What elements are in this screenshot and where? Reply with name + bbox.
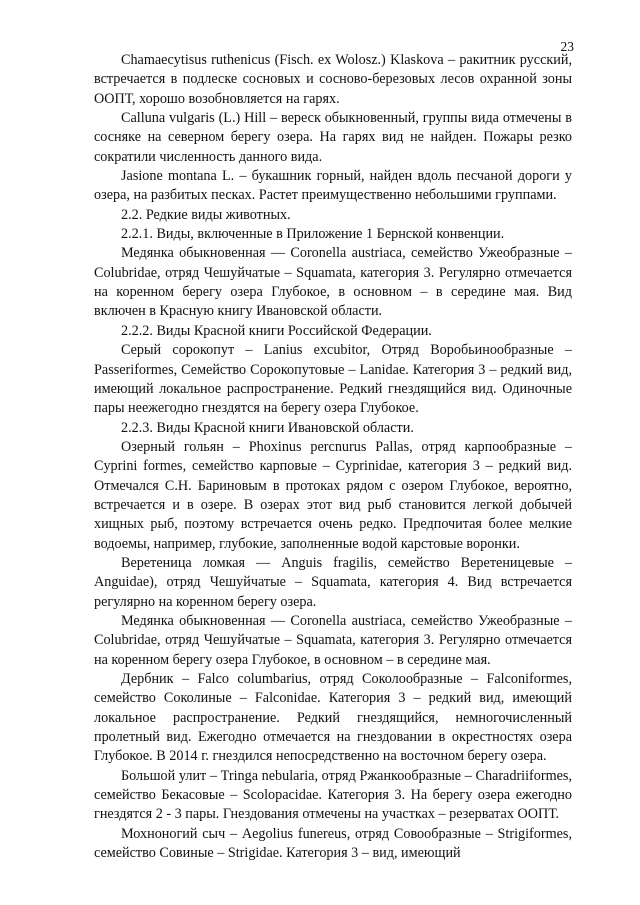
paragraph-phoxinus: Озерный гольян – Phoxinus percnurus Pallas, отряд карпообразные – Cyprini formes, семейство карповые – Cyprinidae, категория 3 – редкий вид. Отмечался С.Н. Бариновым в протоках рядом с озером Глубокое, вероятно, встречается и в озере. В озерах этот вид рыб становится легкой добычей хищных рыб, поэтому встречается очень редко. Предпочитая более мелкие водоемы, например, глубокие, заполненные водой карстовые воронки. <box>94 438 572 552</box>
body-text <box>94 51 572 863</box>
paragraph-coronella-2: Медянка обыкновенная — Coronella austriaca, семейство Ужеобразные – Colubridae, отряд Чешуйчатые – Squamata, категория 3. Регулярно отмечается на коренном берегу озера Глубокое, в основном – в середине мая. <box>94 612 572 668</box>
paragraph-lanius: Серый сорокопут – Lanius excubitor, Отряд Воробьинообразные – Passeriformes, Семейство Сорокопутовые – Lanidae. Категория 3 – редкий вид, имеющий локальное распространение. Редкий гнездящийся вид. Одиночные пары неежегодно гнездятся на берегу озера Глубокое. <box>94 342 572 417</box>
paragraph-aegolius: Мохноногий сыч – Aegolius funereus, отряд Совообразные – Strigiformes, семейство Совиные – Strigidae. Категория 3 – вид, имеющий <box>94 825 572 862</box>
subsection-heading-ivanovo-red-book: 2.2.3. Виды Красной книги Ивановской области. <box>121 419 414 436</box>
paragraph-calluna: Calluna vulgaris (L.) Hill – вереск обыкновенный, группы вида отмечены в сосняке на северном берегу озера. На гарях вид не найден. Пожары резко сократили численность данного вида. <box>94 110 572 165</box>
paragraph-tringa: Большой улит – Tringa nebularia, отряд Ржанкообразные – Charadriiformes, семейство Бекасовые – Scolopacidae. Категория 3. На берегу озера ежегодно гнездятся 2 - 3 пары. Гнездования отмечены на участках – резерватах ООПТ. <box>94 767 572 823</box>
paragraph-jasione: Jasione montana L. – букашник горный, найден вдоль песчаной дороги у озера, на разбитых песках. Растет преимущественно небольшими группами. <box>94 168 572 204</box>
section-heading-rare-animals: 2.2. Редкие виды животных. <box>121 206 291 223</box>
paragraph-chamaecytisus: Chamaecytisus ruthenicus (Fisch. ex Wolosz.) Klaskova – ракитник русский, встречается в подлеске сосновых и сосново-березовых лесов охранной зоны ООПТ, хорошо возобновляется на гарях. <box>94 52 572 107</box>
page-number: 23 <box>560 39 574 54</box>
subsection-heading-rf-red-book: 2.2.2. Виды Красной книги Российской Федерации. <box>121 322 432 339</box>
paragraph-anguis: Веретеница ломкая — Anguis fragilis, семейство Веретеницевые – Anguidae), отряд Чешуйчатые – Squamata, категория 4. Вид встречается регулярно на коренном берегу озера. <box>94 554 572 610</box>
subsection-heading-bern: 2.2.1. Виды, включенные в Приложение 1 Бернской конвенции. <box>121 226 505 243</box>
paragraph-coronella-1: Медянка обыкновенная — Coronella austriaca, семейство Ужеобразные – Colubridae, отряд Чешуйчатые – Squamata, категория 3. Регулярно отмечается на коренном берегу озера Глубокое, в основном – в середине мая. Вид включен в Красную книгу Ивановской области. <box>94 245 572 320</box>
paragraph-falco: Дербник – Falco columbarius, отряд Соколообразные – Falconiformes, семейство Соколиные – Falconidae. Категория 3 – редкий вид, имеющий локальное распространение. Редкий гнездящийся, немногочисленный пролетный вид. Ежегодно отмечается на гнездовании в окрестностях озера Глубокое. В 2014 г. гнездился непосредственно на восточном берегу озера. <box>94 671 572 765</box>
